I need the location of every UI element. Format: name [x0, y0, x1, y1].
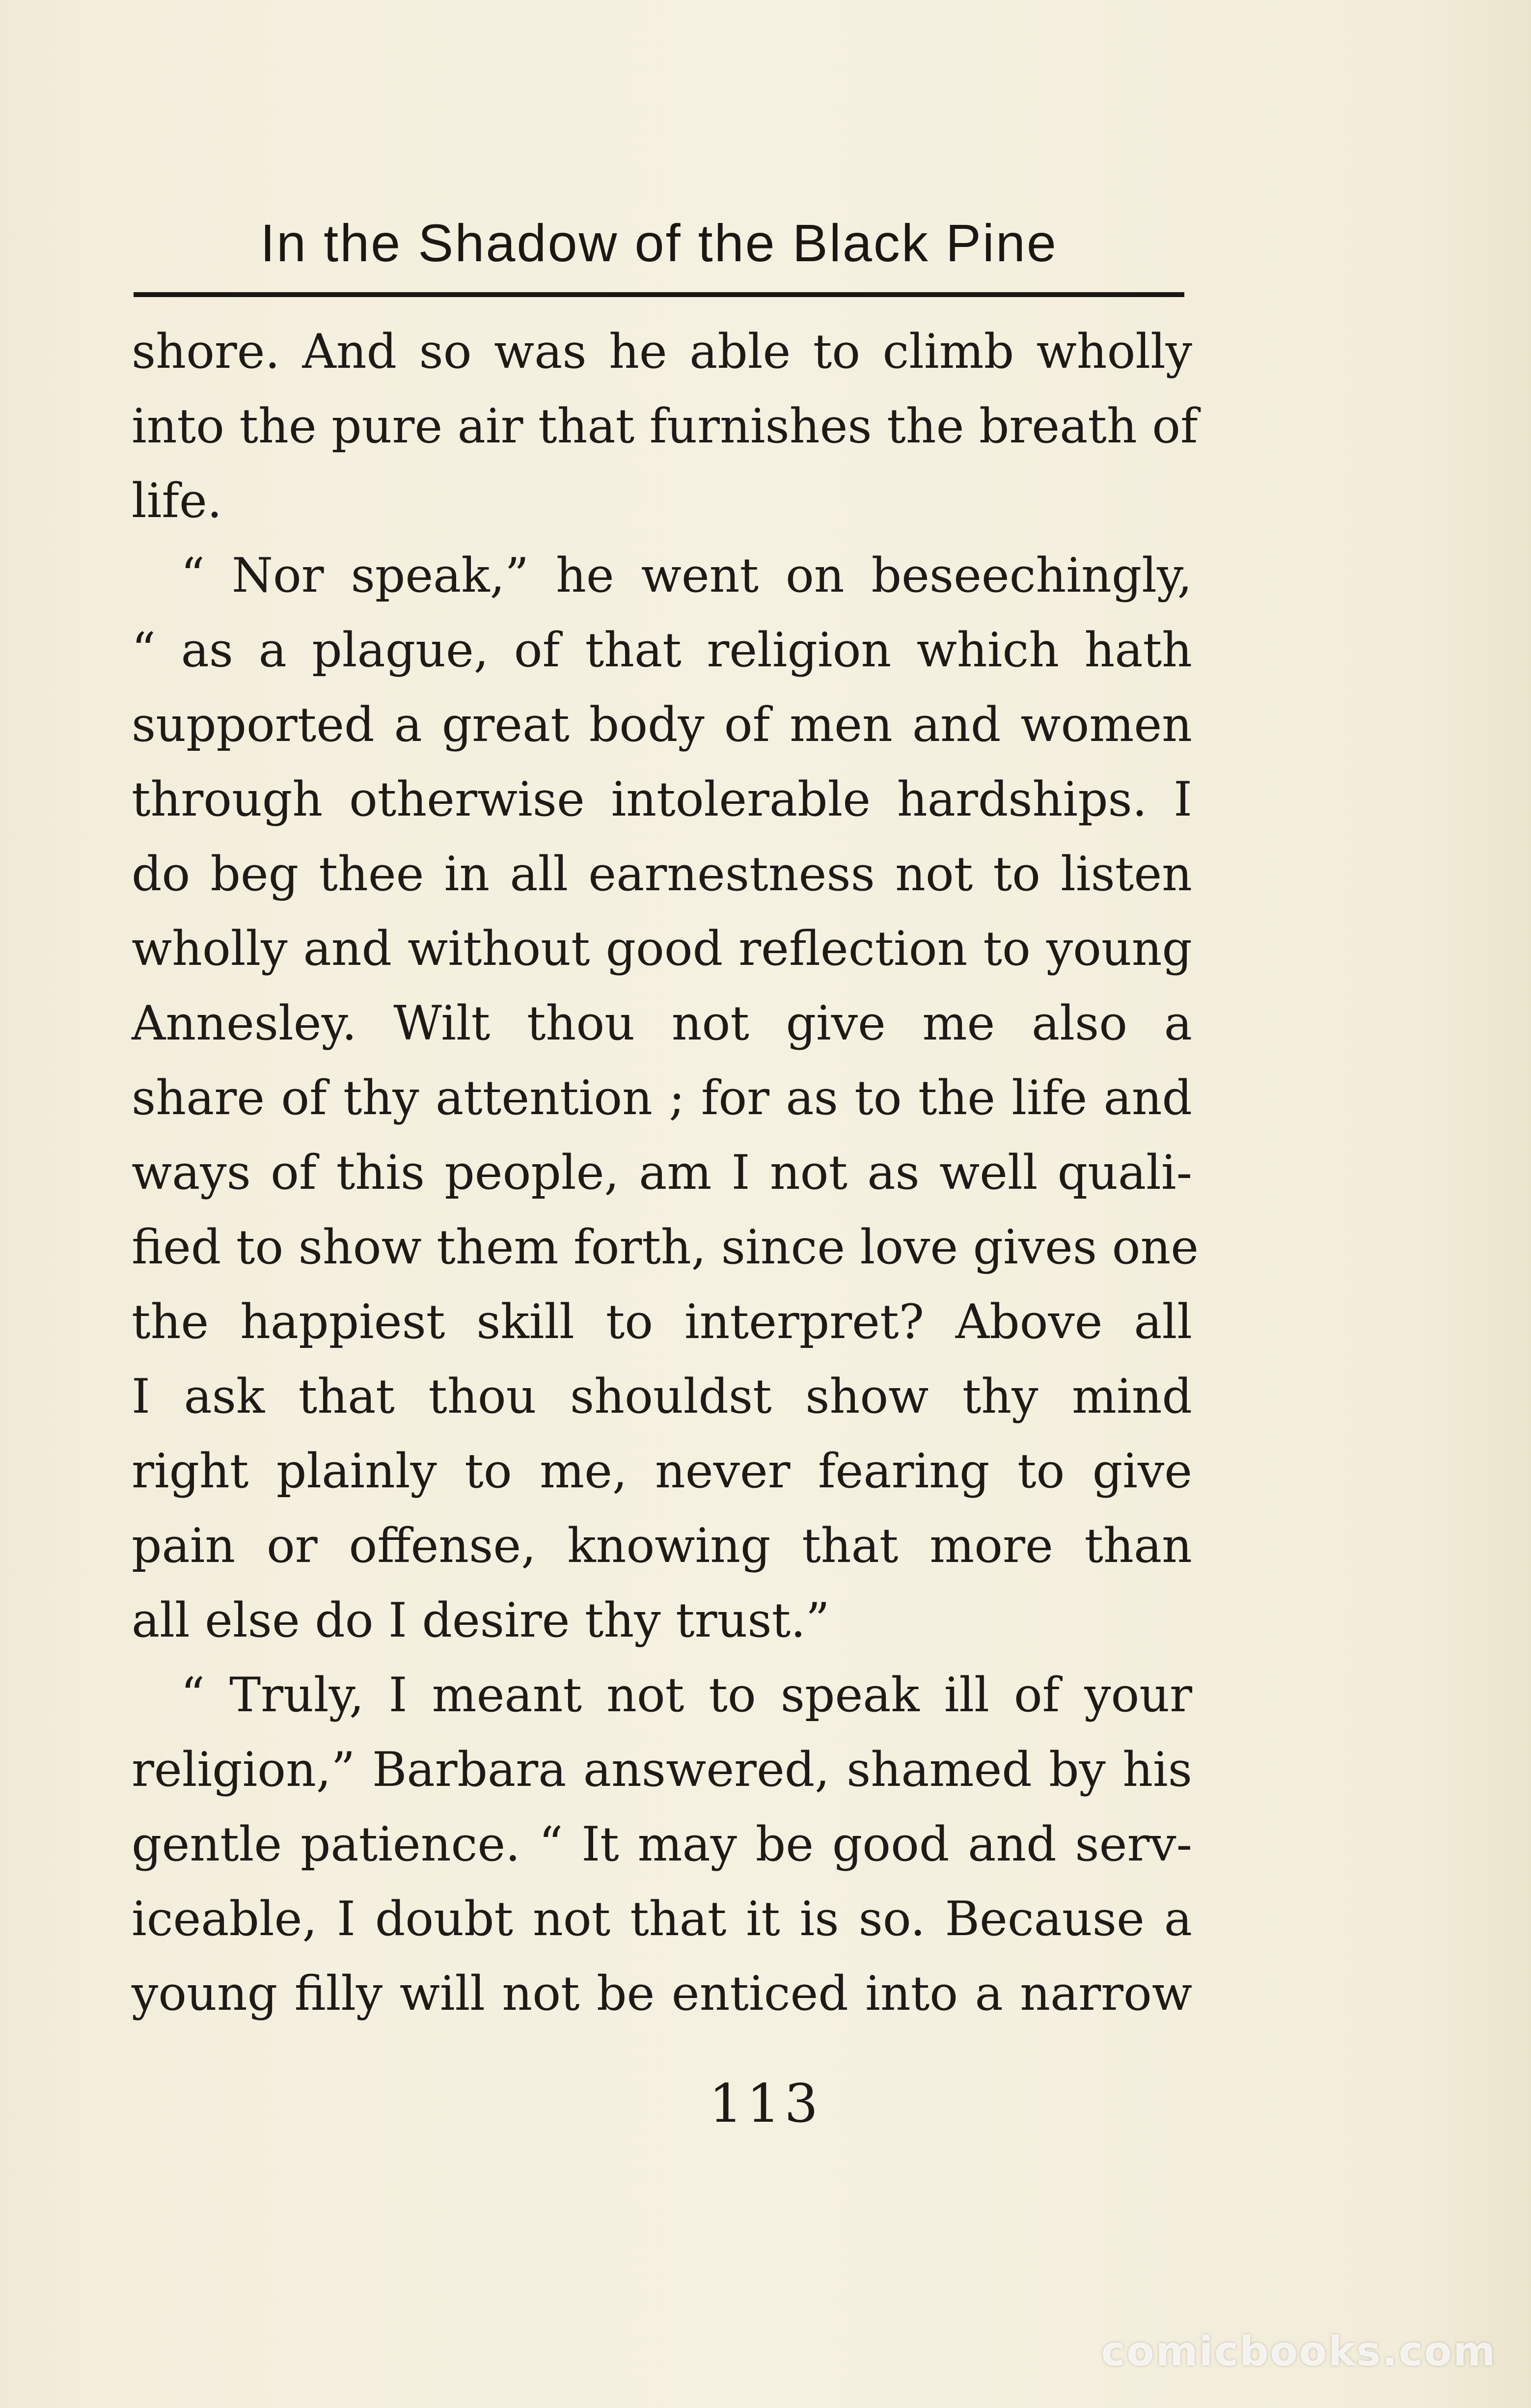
text-line: shore. And so was he able to climb wholly [132, 324, 1192, 379]
text-line: wholly and without good reflection to young [132, 921, 1192, 976]
running-header: In the Shadow of the Black Pine [260, 213, 1058, 273]
page-header [134, 209, 1184, 297]
paragraph [132, 314, 1198, 538]
text-line: fied to show them forth, since love gives one [132, 1220, 1199, 1275]
text-line: pain or offense, knowing that more than [132, 1518, 1192, 1573]
watermark: comicbooks.com [1101, 2328, 1497, 2375]
text-line: do beg thee in all earnestness not to listen [132, 847, 1192, 902]
page-number: 113 [709, 2073, 822, 2134]
body-text [132, 314, 1199, 2031]
header-rule [134, 292, 1184, 297]
text-line: share of thy attention ; for as to the life and [132, 1070, 1192, 1125]
text-line: “ as a plague, of that religion which hath [132, 623, 1192, 678]
text-line: I ask that thou shouldst show thy mind [132, 1369, 1192, 1424]
text-line: ways of this people, am I not as well quali- [132, 1145, 1192, 1200]
text-line: “ Truly, I meant not to speak ill of your [181, 1668, 1192, 1723]
text-line: the happiest skill to interpret? Above all [132, 1294, 1192, 1349]
text-line: right plainly to me, never fearing to give [132, 1444, 1192, 1499]
text-line: gentle patience. “ It may be good and serv- [132, 1817, 1192, 1872]
text-line: iceable, I doubt not that it is so. Because a [132, 1891, 1192, 1946]
text-line: into the pure air that furnishes the breath of [132, 399, 1198, 454]
paragraph [132, 1658, 1192, 2031]
text-line: all else do I desire thy trust.” [132, 1593, 830, 1648]
text-line: through otherwise intolerable hardships. I [132, 772, 1192, 827]
text-line: “ Nor speak,” he went on beseechingly, [181, 548, 1192, 603]
text-line: life. [132, 473, 222, 528]
text-line: religion,” Barbara answered, shamed by his [132, 1742, 1192, 1797]
text-line: young filly will not be enticed into a narrow [132, 1966, 1192, 2021]
paragraph [132, 538, 1199, 1658]
text-line: Annesley. Wilt thou not give me also a [132, 996, 1192, 1051]
text-line: supported a great body of men and women [132, 697, 1192, 752]
